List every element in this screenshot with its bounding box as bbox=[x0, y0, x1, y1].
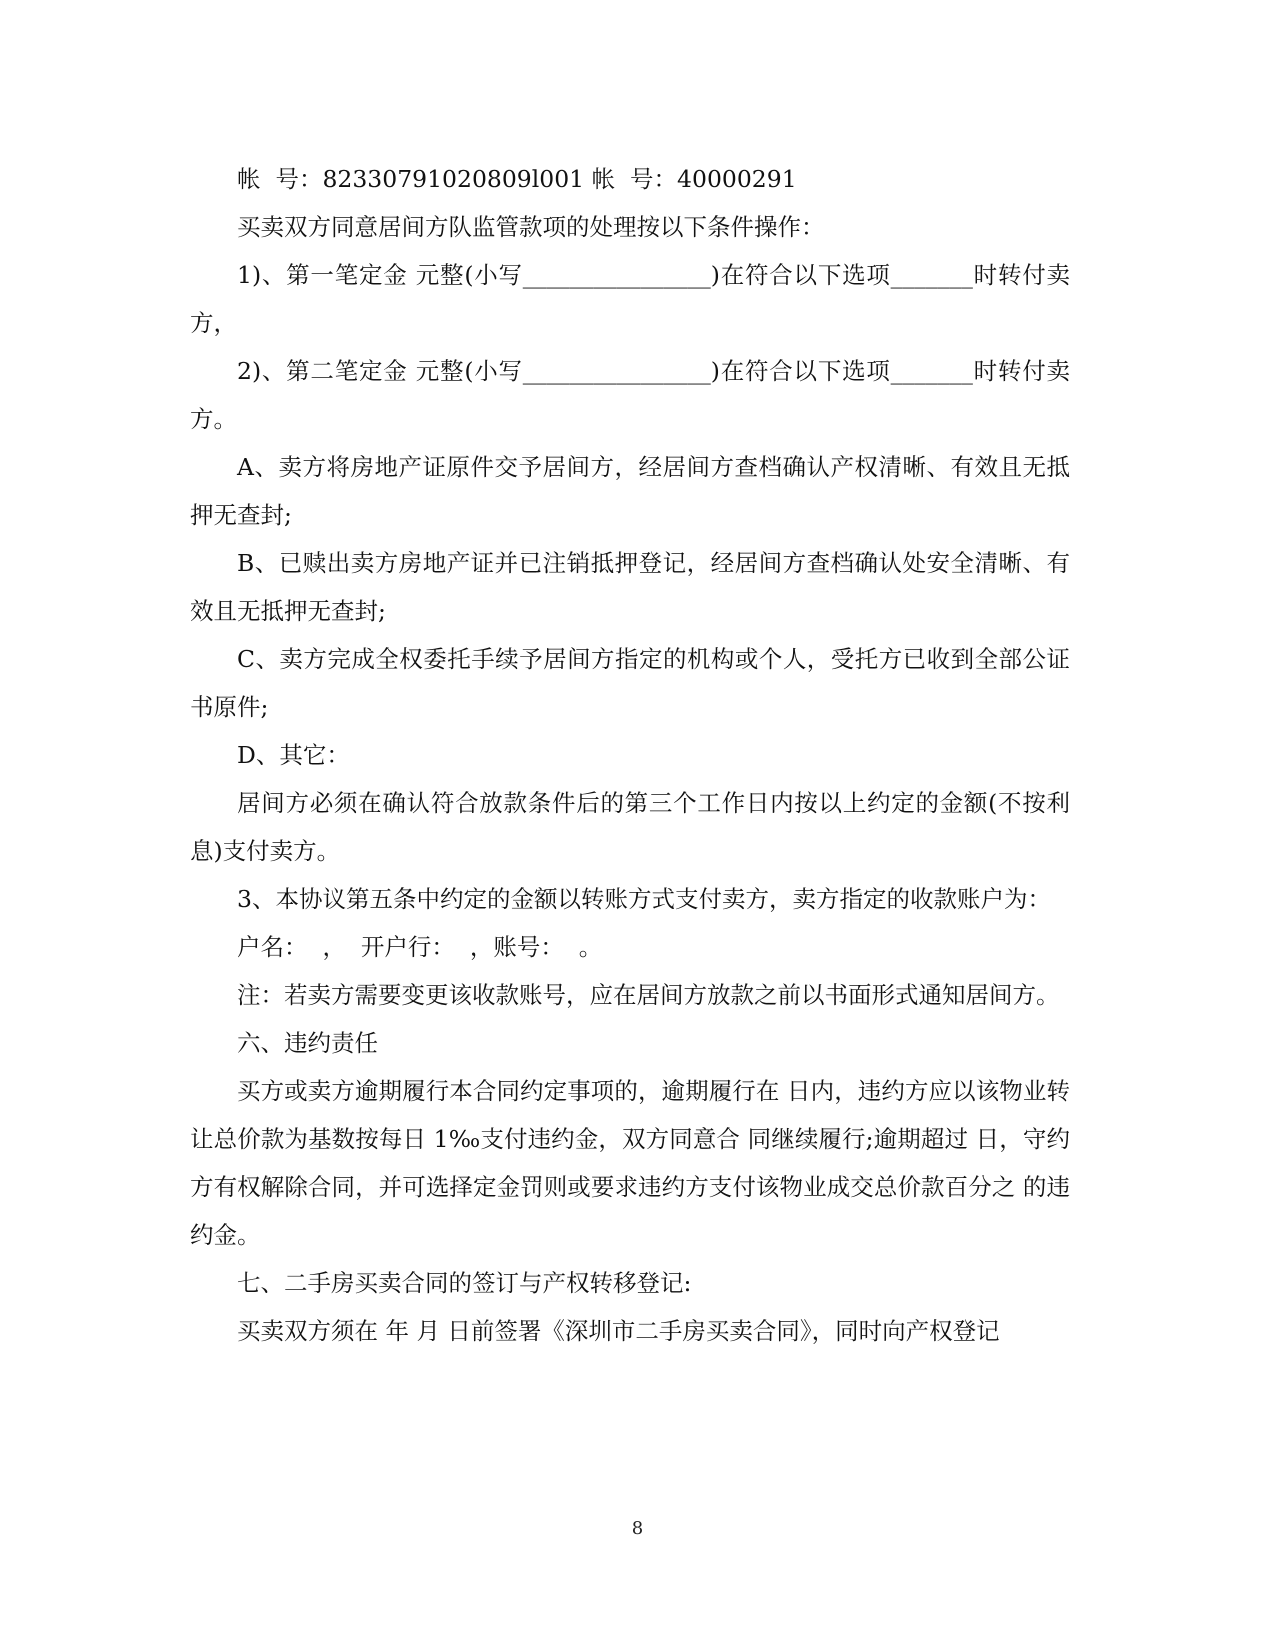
transfer-account-clause: 3、本协议第五条中约定的金额以转账方式支付卖方，卖方指定的收款账户为： bbox=[237, 885, 1051, 913]
second-deposit-clause: 2)、第二笔定金 元整(小写________________)在符合以下选项_______时转付卖方。 bbox=[190, 357, 1070, 433]
section-heading-breach: 六、违约责任 bbox=[237, 1029, 378, 1057]
first-deposit-clause: 1)、第一笔定金 元整(小写________________)在符合以下选项_______时转付卖方， bbox=[190, 261, 1070, 337]
option-d: D、其它： bbox=[237, 741, 350, 769]
account-change-note: 注：若卖方需要变更该收款账号，应在居间方放款之前以书面形式通知居间方。 bbox=[237, 981, 1060, 1009]
breach-clause: 买方或卖方逾期履行本合同约定事项的，逾期履行在 日内，违约方应以该物业转让总价款为基数按每日 1‰支付违约金，双方同意合 同继续履行;逾期超过 日，守约方有权解除合同，并可选择定金罚则或要求违约方支付该物业成交总价款百分之 的违约金。 bbox=[190, 1077, 1070, 1249]
option-a: A、卖方将房地产证原件交予居间方，经居间方查档确认产权清晰、有效且无抵押无查封; bbox=[190, 453, 1070, 529]
account-numbers-line: 帐 号：82330791020809l001 帐 号：40000291 bbox=[237, 165, 797, 193]
page-number: 8 bbox=[631, 1518, 644, 1539]
document-body bbox=[190, 155, 1070, 1355]
option-b: B、已赎出卖方房地产证并已注销抵押登记，经居间方查档确认处安全清晰、有效且无抵押无查封; bbox=[190, 549, 1070, 625]
section-heading-signing: 七、二手房买卖合同的签订与产权转移登记: bbox=[237, 1269, 692, 1297]
account-details-line: 户名： ， 开户行： ，账号： 。 bbox=[237, 933, 603, 961]
option-c: C、卖方完成全权委托手续予居间方指定的机构或个人，受托方已收到全部公证书原件; bbox=[190, 645, 1070, 721]
escrow-conditions-intro: 买卖双方同意居间方队监管款项的处理按以下条件操作： bbox=[237, 213, 825, 241]
payment-deadline-clause: 居间方必须在确认符合放款条件后的第三个工作日内按以上约定的金额(不按利息)支付卖方。 bbox=[190, 789, 1070, 865]
signing-clause: 买卖双方须在 年 月 日前签署《深圳市二手房买卖合同》，同时向产权登记 bbox=[237, 1317, 1000, 1345]
